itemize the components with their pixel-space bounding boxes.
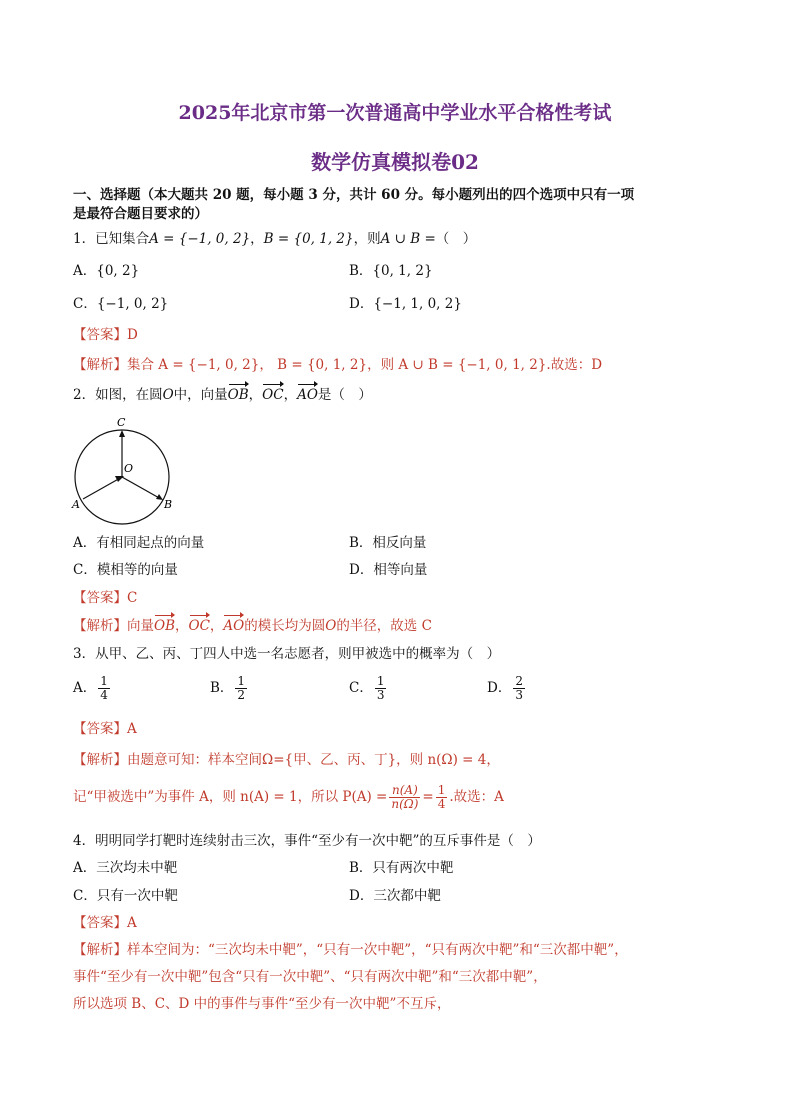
q3-stem: 3．从甲、乙、丙、丁四人中选一名志愿者，则甲被选中的概率为（ ） — [73, 646, 501, 662]
label-o: O — [124, 462, 134, 475]
label-b: B — [164, 498, 173, 511]
section-heading-line2: 是最符合题目要求的） — [73, 206, 208, 222]
q1-answer: 【答案】D — [73, 327, 138, 343]
q1-stem: 1．已知集合A = {−1, 0, 2}，B = {0, 1, 2}，则A ∪ B =（ ） — [73, 231, 477, 247]
q2-option-c: C．模相等的向量 — [73, 562, 178, 578]
q2-answer: 【答案】C — [73, 590, 138, 606]
q4-option-b: B．只有两次中靶 — [349, 860, 454, 876]
q3-option-c: C． $\frac{1}{3}$ — [349, 674, 385, 702]
q4-option-d: D．三次都中靶 — [349, 888, 441, 904]
q3-option-d: D． $\frac{2}{3}$ — [487, 674, 523, 702]
q2-option-d: D．相等向量 — [349, 562, 428, 578]
vector-oc-arrowhead — [119, 430, 125, 437]
section-heading-line1: 一、选择题（本大题共 20 题，每小题 3 分，共计 60 分。每小题列出的四个选项中只有一项 — [73, 187, 635, 203]
q1-option-c: C．{−1, 0, 2} — [73, 296, 169, 312]
vector-ao — [83, 477, 122, 499]
q4-option-a: A．三次均未中靶 — [73, 860, 178, 876]
q3-option-b: B． $\frac{1}{2}$ — [210, 674, 246, 702]
q1-option-a: A．{0, 2} — [73, 263, 140, 279]
q3-analysis-line1: 【解析】由题意可知：样本空间Ω={甲、乙、丙、丁}，则 n(Ω) = 4， — [73, 752, 500, 768]
page-subtitle: 数学仿真模拟卷02 — [311, 150, 479, 174]
q1-option-b: B．{0, 1, 2} — [349, 263, 433, 279]
q1-analysis: 【解析】集合 A = {−1, 0, 2}， B = {0, 1, 2}，则 A ∪ B = {−1, 0, 1, 2}.故选：D — [73, 357, 603, 373]
q4-analysis-line3: 所以选项 B、C、D 中的事件与事件“至少有一次中靶”不互斥， — [73, 996, 451, 1012]
label-c: C — [117, 416, 126, 429]
q4-stem: 4．明明同学打靶时连续射击三次，事件“至少有一次中靶”的互斥事件是（ ） — [73, 833, 541, 849]
vector-ob — [122, 477, 161, 499]
q4-answer: 【答案】A — [73, 915, 137, 931]
q2-option-b: B．相反向量 — [349, 535, 427, 551]
q3-analysis-line2: 记“甲被选中”为事件 A，则 n(A) = 1，所以 P(A) = $\frac{n(A)}{n(\Omega)}$ = $\frac{1}{4}$ .故选：A — [73, 783, 504, 811]
q4-option-c: C．只有一次中靶 — [73, 888, 178, 904]
q4-analysis-line2: 事件“至少有一次中靶”包含“只有一次中靶”、“只有两次中靶”和“三次都中靶”， — [73, 969, 547, 985]
q3-answer: 【答案】A — [73, 721, 137, 737]
vector-ao-arrowhead — [115, 476, 124, 482]
q3-option-a: A． $\frac{1}{4}$ — [73, 674, 108, 702]
circle-vector-diagram — [68, 415, 188, 525]
q2-analysis: 【解析】向量OB，OC，AO的模长均为圆O的半径，故选 C — [73, 618, 432, 634]
q1-option-d: D．{−1, 1, 0, 2} — [349, 296, 462, 312]
label-a: A — [72, 498, 80, 511]
page-title: 2025年北京市第一次普通高中学业水平合格性考试 — [178, 102, 612, 124]
q4-analysis-line1: 【解析】样本空间为：“三次均未中靶”，“只有一次中靶”，“只有两次中靶”和“三次都中靶”， — [73, 942, 628, 958]
q2-stem: 2．如图，在圆O中，向量OB，OC，AO是（ ） — [73, 387, 372, 403]
q2-option-a: A．有相同起点的向量 — [73, 535, 205, 551]
